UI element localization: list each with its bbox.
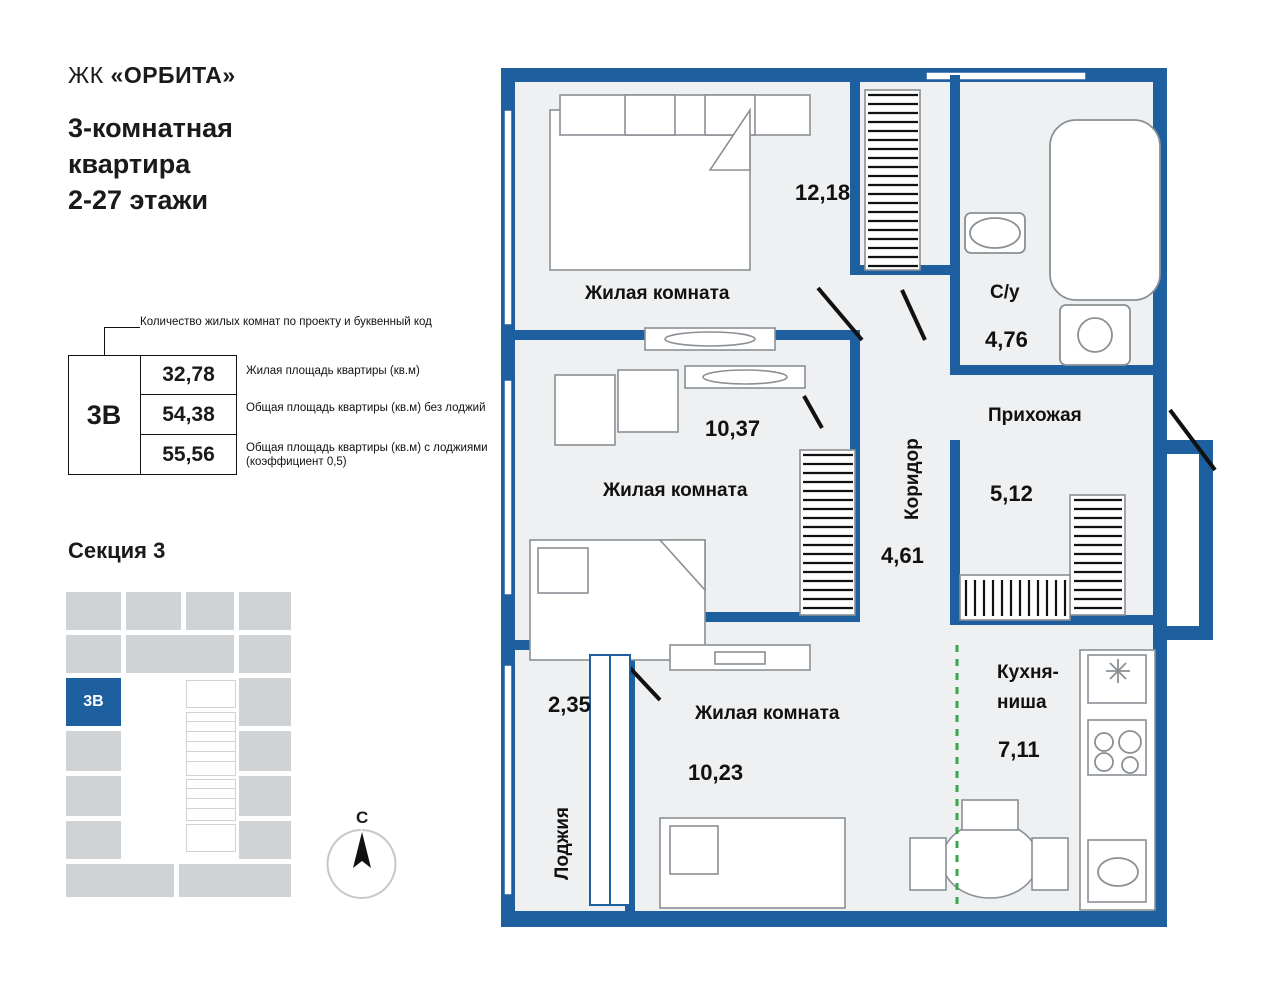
keyplan-elevator xyxy=(186,680,236,708)
compass-north-label: С xyxy=(356,808,369,827)
keyplan-stairs xyxy=(186,779,236,821)
keyplan-block xyxy=(126,635,234,673)
keyplan-block xyxy=(66,592,121,630)
floor-plan-drawing xyxy=(470,0,1277,1000)
room-area-living: 10,23 xyxy=(688,760,744,785)
room-area-hall: 5,12 xyxy=(990,481,1033,506)
room-name-living: Жилая комната xyxy=(695,703,840,724)
title-line-2: квартира xyxy=(68,149,191,180)
keyplan-block xyxy=(126,592,181,630)
keyplan-block xyxy=(66,864,174,897)
compass xyxy=(312,808,412,912)
keyplan-block xyxy=(66,731,121,771)
room-area-bedroom-1: 12,18 xyxy=(795,180,851,205)
room-name-kitchen-line-1: Кухня- xyxy=(997,662,1059,683)
room-area-corridor: 4,61 xyxy=(881,543,924,568)
keyplan-block xyxy=(239,635,291,673)
keyplan-block xyxy=(186,592,234,630)
section-title: Секция 3 xyxy=(68,538,166,563)
room-name-corridor: Коридор xyxy=(902,438,923,520)
legend-value-total-with-loggia: 55,56 xyxy=(162,443,215,466)
keyplan-block xyxy=(179,864,291,897)
legend-desc-total-no-loggia: Общая площадь квартиры (кв.м) без лоджий xyxy=(246,402,486,414)
legend-caption: Количество жилых комнат по проекту и буквенный код xyxy=(140,316,432,328)
brand-name: «ОРБИТА» xyxy=(110,62,236,88)
room-name-hall: Прихожая xyxy=(988,405,1082,426)
floor-key-plan xyxy=(66,592,291,897)
keyplan-block xyxy=(239,776,291,816)
floor-plan xyxy=(470,0,1277,1000)
keyplan-block xyxy=(239,678,291,726)
keyplan-stairs xyxy=(186,712,236,776)
loggia-glazing xyxy=(590,655,630,905)
legend-code: 3В xyxy=(86,399,122,430)
title-line-1: 3-комнатная xyxy=(68,113,233,143)
keyplan-elevator xyxy=(186,824,236,852)
keyplan-block xyxy=(239,592,291,630)
legend-value-total-no-loggia: 54,38 xyxy=(140,395,237,435)
legend-desc-living: Жилая площадь квартиры (кв.м) xyxy=(246,365,420,377)
info-panel xyxy=(0,0,488,1000)
room-name-loggia: Лоджия xyxy=(552,807,573,880)
room-name-kitchen-line-2: ниша xyxy=(997,692,1047,713)
legend-values xyxy=(140,355,237,475)
brand-prefix: ЖК xyxy=(68,62,111,88)
room-area-loggia: 2,35 xyxy=(548,692,591,717)
legend-caption-line xyxy=(104,327,140,328)
keyplan-block xyxy=(66,635,121,673)
room-name-bathroom: С/у xyxy=(990,282,1020,303)
title-line-3: 2-27 этажи xyxy=(68,185,209,216)
room-name-bedroom-2: Жилая комната xyxy=(603,480,748,501)
keyplan-highlight-label: 3В xyxy=(83,693,104,710)
room-area-kitchen: 7,11 xyxy=(998,737,1040,762)
room-name-bedroom-1: Жилая комната xyxy=(585,283,730,304)
keyplan-block xyxy=(66,776,121,816)
legend-divider xyxy=(140,355,141,475)
page-title xyxy=(68,110,368,219)
legend-caption-tick xyxy=(104,327,105,355)
project-brand xyxy=(68,62,236,89)
keyplan-highlight-3v[interactable] xyxy=(66,678,121,726)
keyplan-block xyxy=(66,821,121,859)
room-area-bedroom-2: 10,37 xyxy=(705,416,761,441)
legend-desc-total-with-loggia: Общая площадь квартиры (кв.м) с лоджиями (коэффициент 0,5) xyxy=(246,442,488,469)
legend-value-living: 32,78 xyxy=(140,355,237,395)
room-area-bathroom: 4,76 xyxy=(985,327,1028,352)
keyplan-block xyxy=(239,731,291,771)
keyplan-block xyxy=(239,821,291,859)
